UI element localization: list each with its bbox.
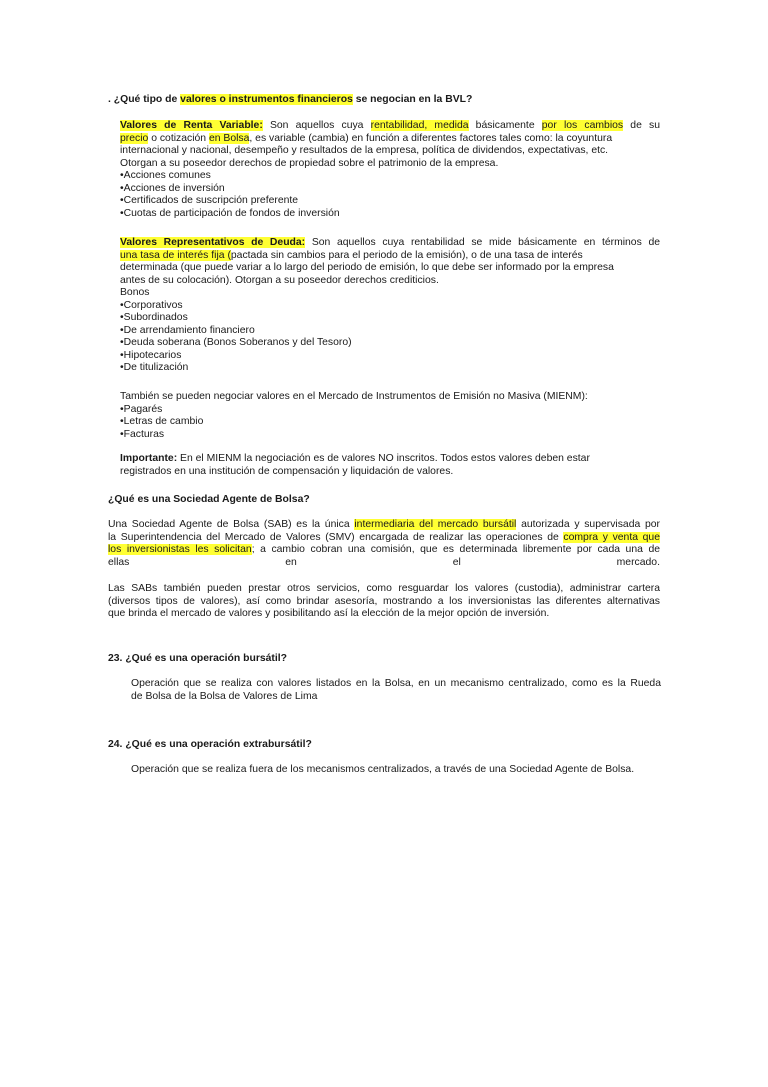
heading-prefix: . (108, 94, 114, 105)
list-item: •Acciones de inversión (120, 182, 225, 194)
highlight-instruments: valores o instrumentos financieros (180, 94, 353, 105)
importante-title: Importante: (120, 453, 178, 464)
highlight-cambios: por los cambios (541, 120, 624, 131)
heading-q23: 23. ¿Qué es una operación bursátil? (108, 653, 287, 664)
section-deuda (120, 237, 660, 375)
rv-line-3: internacional y nacional, desempeño y resultados de la empresa, política de dividendos, expectativas, etc. (120, 145, 609, 156)
heading-instruments (108, 94, 472, 107)
rv-line-1: Valores de Renta Variable: Son aquellos cuya rentabilidad, medida básicamente por los cambios de su (120, 120, 660, 131)
list-item: •Cuotas de participación de fondos de inversión (120, 207, 340, 219)
section-renta-variable (120, 120, 660, 220)
list-item: •Hipotecarios (120, 349, 182, 361)
deuda-bonos-label: Bonos (120, 287, 150, 298)
heading-text-1: ¿Qué tipo de (113, 94, 181, 105)
list-item: •De titulización (120, 362, 189, 373)
highlight-precio: precio (120, 132, 149, 144)
list-item: •Deuda soberana (Bonos Soberanos y del Tesoro) (120, 337, 352, 348)
q23-body (131, 678, 661, 703)
deuda-line-3: determinada (que puede variar a lo largo del periodo de emisión, lo que debe ser informado por la empresa (120, 262, 614, 273)
highlight-en-bolsa: en Bolsa (208, 132, 250, 144)
sab-p1-line-4: ellas en el mercado. (108, 556, 660, 568)
section-mienm (120, 391, 660, 441)
importante-line-1: Importante: En el MIENM la negociación es de valores NO inscritos. Todos estos valores deben estar (120, 453, 590, 464)
list-item: •Acciones comunes (120, 170, 211, 181)
q23-line-1: Operación que se realiza con valores listados en la Bolsa, en un mecanismo centralizado, como es la Rueda (131, 678, 661, 689)
rv-line-4: Otorgan a su poseedor derechos de propiedad sobre el patrimonio de la empresa. (120, 157, 499, 169)
highlight-tasa-fija: una tasa de interés fija ( (120, 249, 231, 261)
list-item: •Certificados de suscripción preferente (120, 195, 299, 206)
q23-line-2: de Bolsa de la Bolsa de Valores de Lima (131, 690, 318, 702)
sab-p2-line-1: Las SABs también pueden prestar otros servicios, como resguardar los valores (custodia), administrar cartera (108, 583, 660, 594)
section-importante (120, 453, 660, 478)
sab-p2-line-2: (diversos tipos de valores), así como brindar asesoría, mostrando a los inversionistas las diferentes alternativas (108, 595, 660, 607)
deuda-title: Valores Representativos de Deuda: (120, 237, 306, 248)
heading-text-3: se negocian en la BVL? (352, 94, 473, 105)
deuda-line-1: Valores Representativos de Deuda: Son aquellos cuya rentabilidad se mide básicamente en términos de (120, 237, 660, 248)
q24-line-1: Operación que se realiza fuera de los mecanismos centralizados, a través de una Sociedad Agente de Bolsa. (131, 764, 635, 775)
list-item: •De arrendamiento financiero (120, 324, 255, 336)
heading-q24: 24. ¿Qué es una operación extrabursátil? (108, 739, 312, 750)
deuda-line-4: antes de su colocación). Otorgan a su poseedor derechos crediticios. (120, 274, 439, 286)
q24-body (131, 764, 661, 777)
rv-title: Valores de Renta Variable: (120, 120, 263, 131)
list-item: •Pagarés (120, 403, 163, 415)
sab-p2-line-3: que brinda el mercado de valores y posibilitando así la elección de la mejor opción de inversión. (108, 608, 550, 619)
deuda-line-2: una tasa de interés fija (pactada sin cambios para el periodo de la emisión), o de una tasa de interés (120, 249, 583, 261)
highlight-rentabilidad: rentabilidad, medida (370, 120, 469, 131)
list-item: •Letras de cambio (120, 416, 204, 427)
highlight-intermediaria: intermediaria del mercado bursátil (354, 519, 517, 530)
heading-sab: ¿Qué es una Sociedad Agente de Bolsa? (108, 494, 310, 505)
list-item: •Subordinados (120, 312, 188, 323)
sab-p1-line-3: los inversionistas les solicitan; a cambio cobran una comisión, que es determinada libremente por cada una de (108, 544, 660, 555)
sab-paragraph-2 (108, 583, 660, 621)
sab-p1-line-1: Una Sociedad Agente de Bolsa (SAB) es la única intermediaria del mercado bursátil autorizada y supervisada por (108, 519, 660, 530)
highlight-inversionistas: los inversionistas les solicitan (108, 544, 252, 555)
mienm-line-1: También se pueden negociar valores en el Mercado de Instrumentos de Emisión no Masiva (MIENM): (120, 391, 588, 402)
rv-line-2: precio o cotización en Bolsa, es variable (cambia) en función a diferentes factores tales como: la coyuntura (120, 132, 613, 144)
sab-paragraph-1 (108, 519, 660, 569)
sab-p1-line-2: la Superintendencia del Mercado de Valores (SMV) encargada de realizar las operaciones de compra y venta que (108, 531, 660, 543)
highlight-compra-venta: compra y venta que (563, 531, 660, 543)
list-item: •Corporativos (120, 299, 183, 311)
list-item: •Facturas (120, 428, 165, 440)
importante-line-2: registrados en una institución de compensación y liquidación de valores. (120, 465, 454, 477)
